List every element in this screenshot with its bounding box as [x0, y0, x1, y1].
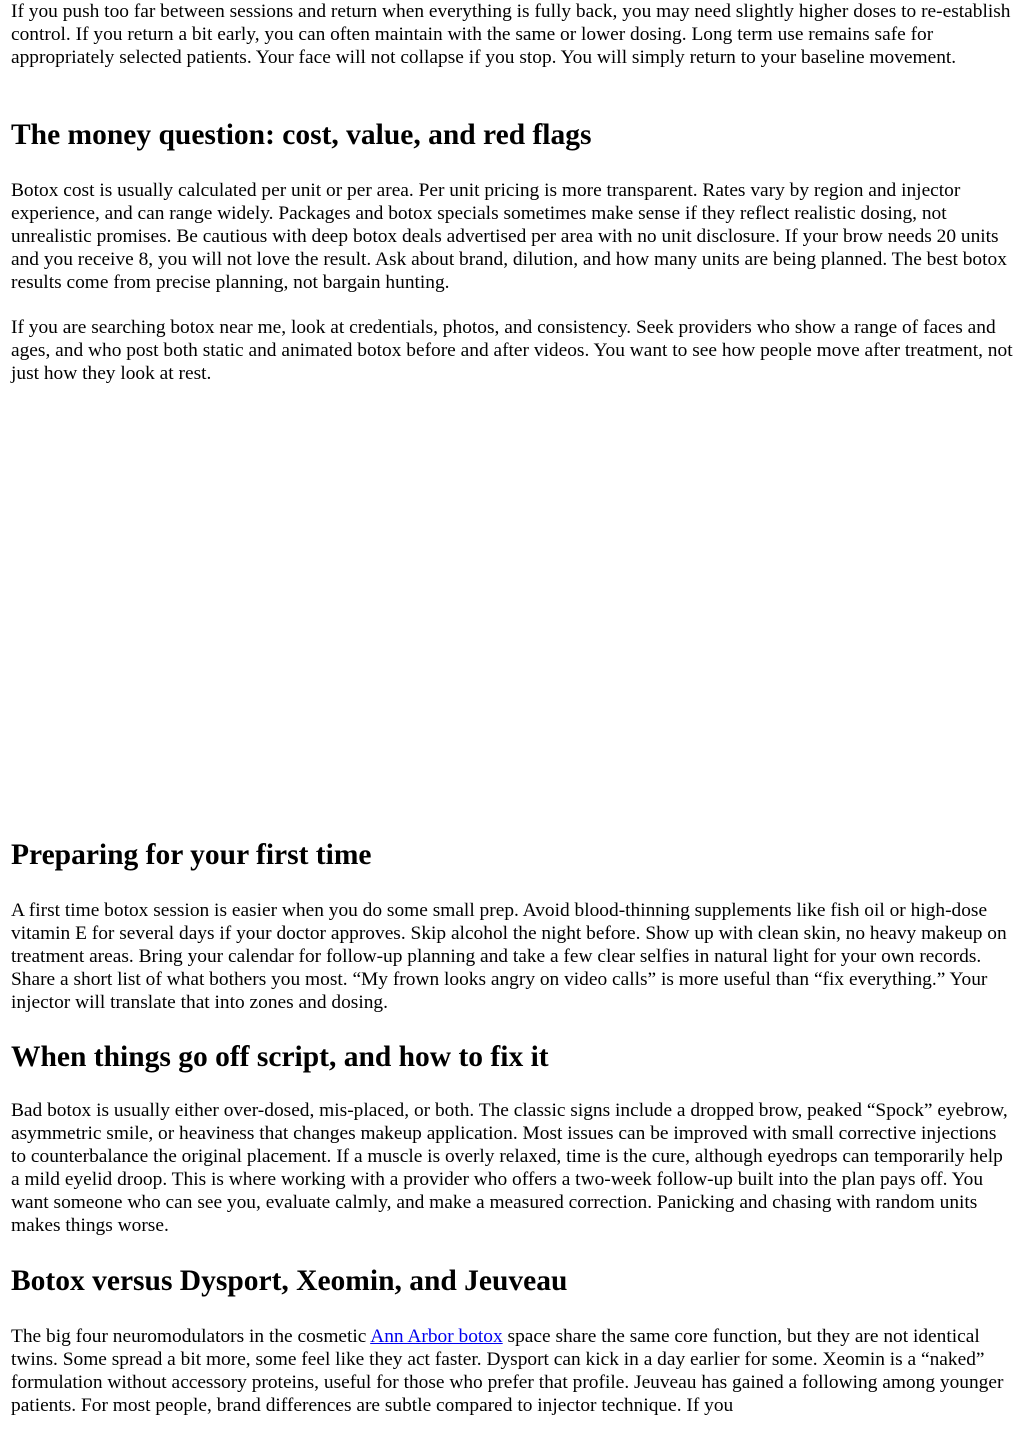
heading-off-script: When things go off script, and how to fix it — [11, 1041, 549, 1073]
fix-paragraph: Bad botox is usually either over-dosed, mis-placed, or both. The classic signs include a dropped brow, peaked “Spock” eyebrow, asymmetric smile, or heaviness that changes makeup application. Most issues can be improved with small corrective injections to counterbalance the original placement. If a muscle is overly relaxed, time is the cure, although eyedrops can temporarily help a mild eyelid droop. This is where working with a provider who offers a two-week follow-up built into the plan pays off. You want someone who can see you, evaluate calmly, and make a measured correction. Panicking and chasing with random units makes things worse. — [11, 1100, 1008, 1237]
heading-money-question: The money question: cost, value, and red flags — [11, 119, 592, 151]
intro-paragraph: If you push too far between sessions and return when everything is fully back, you may need slightly higher doses to re-establish control. If you return a bit early, you can often maintain with the same or lower dosing. Long term use remains safe for appropriately selected patients. Your face will not collapse if you stop. You will simply return to your baseline movement. — [11, 1, 1011, 69]
heading-botox-versus: Botox versus Dysport, Xeomin, and Jeuveau — [11, 1265, 568, 1297]
blank-space — [11, 395, 1016, 825]
versus-paragraph — [11, 1325, 1016, 1417]
versus-text-after: space share the same core function, but they are not identical twins. Some spread a bit more, some feel like they act faster. Dysport can kick in a day earlier for some. Xeomin is a “naked” formulation without accessory proteins, useful for those who prefer that profile. Jeuveau has gained a following among younger patients. For most people, brand differences are subtle compared to injector technique. If you — [11, 1326, 1004, 1417]
money-paragraph-1: Botox cost is usually calculated per unit or per area. Per unit pricing is more transparent. Rates vary by region and injector experience, and can range widely. Packages and botox specials sometimes make sense if they reflect realistic dosing, not unrealistic promises. Be cautious with deep botox deals advertised per area with no unit disclosure. If your brow needs 20 units and you receive 8, you will not love the result. Ask about brand, dilution, and how many units are being planned. The best botox results come from precise planning, not bargain hunting. — [11, 180, 1007, 294]
money-paragraph-2: If you are searching botox near me, look at credentials, photos, and consistency. Seek providers who show a range of faces and ages, and who post both static and animated botox before and after videos. You want to see how people move after treatment, not just how they look at rest. — [11, 317, 1013, 385]
prep-paragraph: A first time botox session is easier when you do some small prep. Avoid blood-thinning supplements like fish oil or high-dose vitamin E for several days if your doctor approves. Skip alcohol the night before. Show up with clean skin, no heavy makeup on treatment areas. Bring your calendar for follow-up planning and take a few clear selfies in natural light for your own records. Share a short list of what bothers you most. “My frown looks angry on video calls” is more useful than “fix everything.” Your injector will translate that into zones and dosing. — [11, 900, 1007, 1014]
heading-preparing: Preparing for your first time — [11, 839, 372, 871]
ann-arbor-botox-link[interactable]: Ann Arbor botox — [370, 1326, 503, 1347]
versus-text-before: The big four neuromodulators in the cosmetic — [11, 1326, 371, 1347]
